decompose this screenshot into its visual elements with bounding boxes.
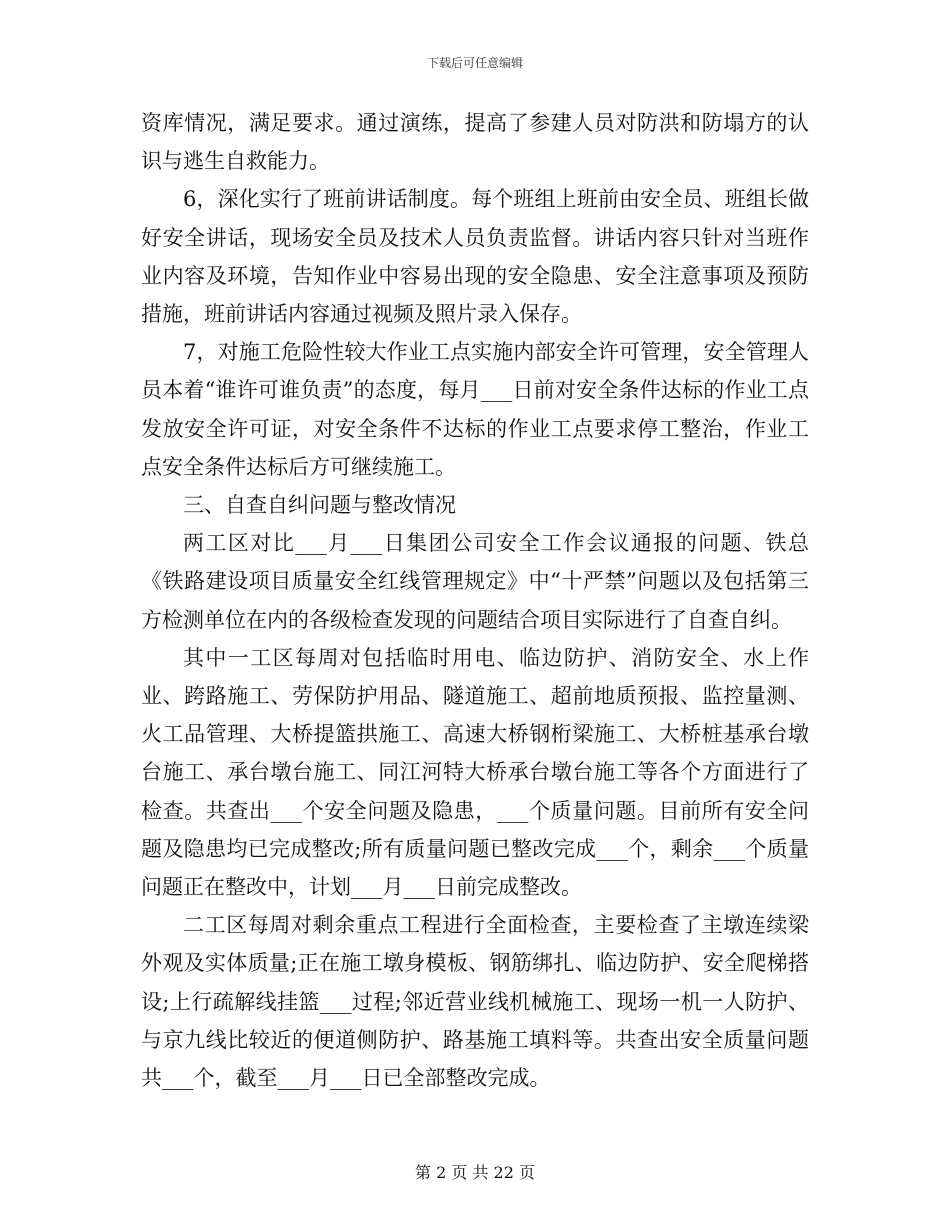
- section-heading: 三、自查自纠问题与整改情况: [183, 493, 456, 518]
- document-body: [141, 104, 809, 1097]
- page-header: 下载后可任意编辑: [426, 56, 523, 70]
- paragraph-item-7: 7，对施工危险性较大作业工点实施内部安全许可管理，安全管理人员本着“谁许可谁负责”的态度，每月___日前对安全条件达标的作业工点发放安全许可证，对安全条件不达标的作业工点要求停工整治，作业工点安全条件达标后方可继续施工。: [141, 340, 809, 479]
- paragraph-work-area-1: 其中一工区每周对包括临时用电、临边防护、消防安全、水上作业、跨路施工、劳保防护用品、隧道施工、超前地质预报、监控量测、火工品管理、大桥提篮拱施工、高速大桥钢桁梁施工、大桥桩基承台墩台施工、承台墩台施工、同江河特大桥承台墩台施工等各个方面进行了检查。共查出___个安全问题及隐患，___个质量问题。目前所有安全问题及隐患均已完成整改;所有质量问题已整改完成___个，剩余___个质量问题正在整改中，计划___月___日前完成整改。: [141, 645, 809, 900]
- paragraph-item-6: 6，深化实行了班前讲话制度。每个班组上班前由安全员、班组长做好安全讲话，现场安全员及技术人员负责监督。讲话内容只针对当班作业内容及环境，告知作业中容易出现的安全隐患、安全注意事项及预防措施，班前讲话内容通过视频及照片录入保存。: [141, 187, 809, 327]
- paragraph-continuation: 资库情况，满足要求。通过演练，提高了参建人员对防洪和防塌方的认识与逃生自救能力。: [141, 111, 809, 174]
- paragraph-work-area-2: 二工区每周对剩余重点工程进行全面检查，主要检查了主墩连续梁外观及实体质量;正在施工墩身模板、钢筋绑扎、临边防护、安全爬梯搭设;上行疏解线挂篮___过程;邻近营业线机械施工、现场一机一人防护、与京九线比较近的便道侧防护、路基施工填料等。共查出安全质量问题共___个，截至___月___日已全部整改完成。: [141, 913, 809, 1091]
- page-footer: 第 2 页 共 22 页: [415, 1163, 535, 1182]
- paragraph-self-inspection: 两工区对比___月___日集团公司安全工作会议通报的问题、铁总《铁路建设项目质量安全红线管理规定》中“十严禁”问题以及包括第三方检测单位在内的各级检查发现的问题结合项目实际进行了自查自纠。: [141, 531, 809, 632]
